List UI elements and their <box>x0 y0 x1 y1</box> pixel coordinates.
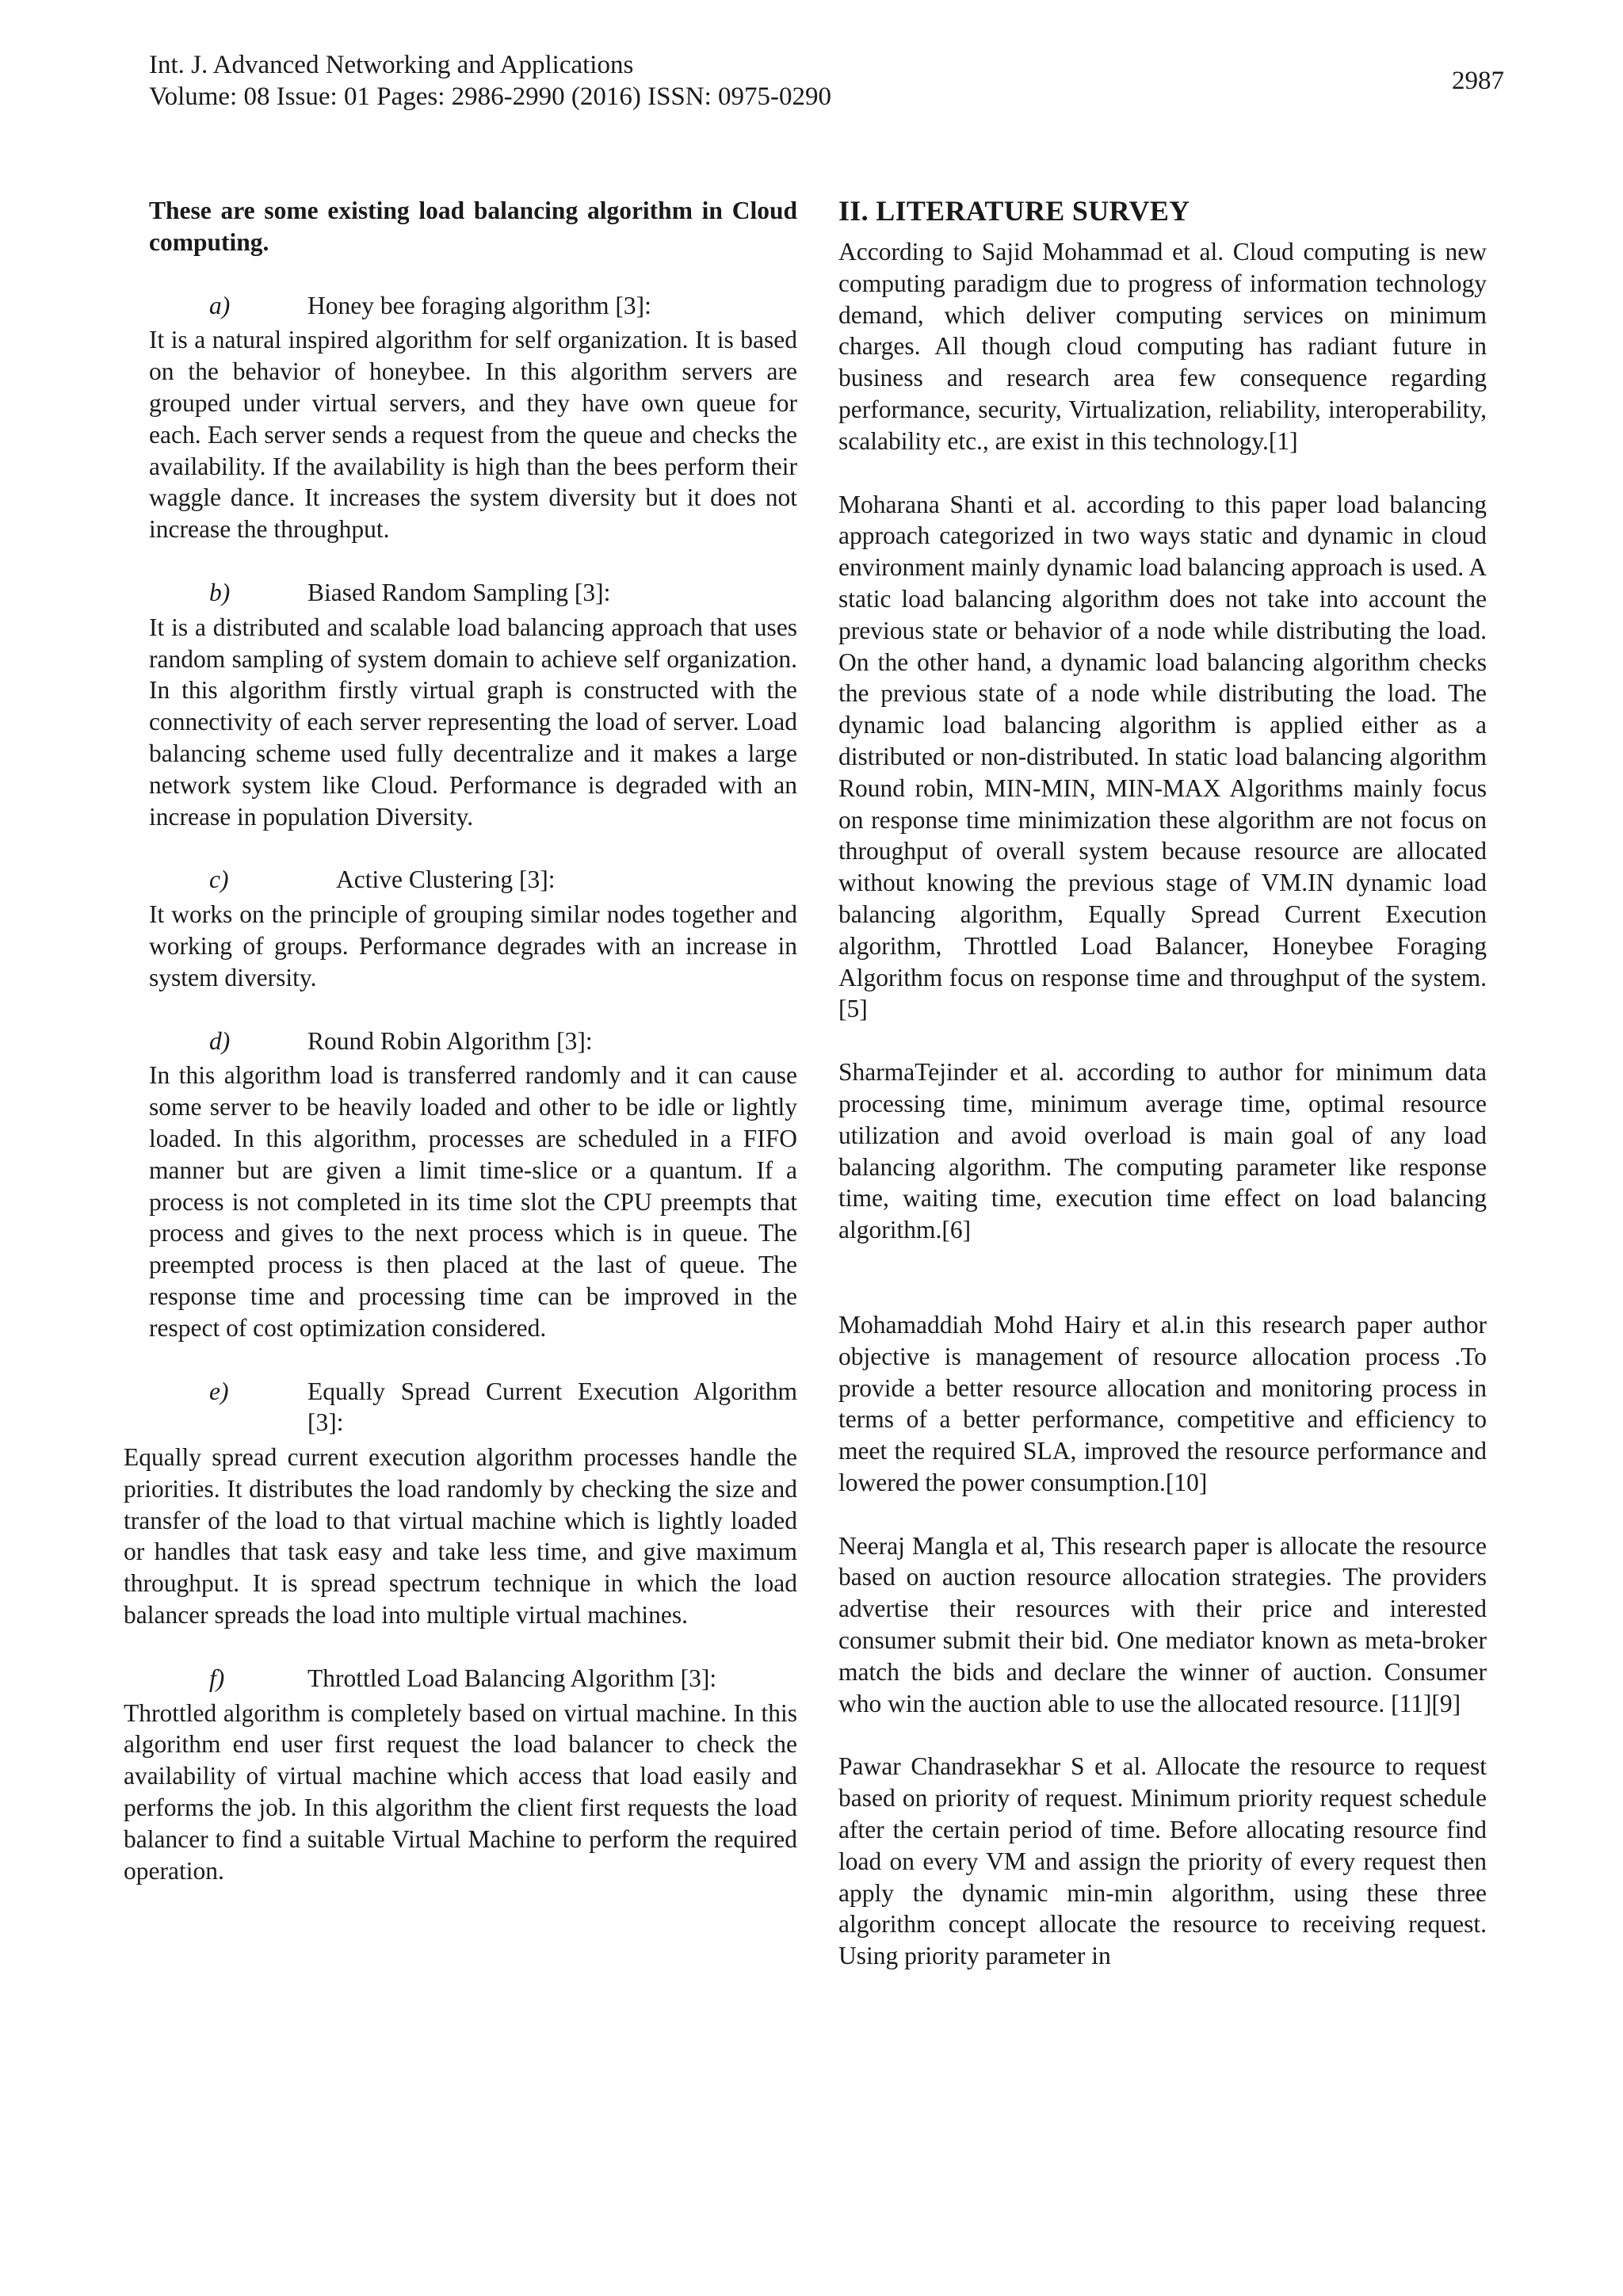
section-marker: a) <box>209 291 231 319</box>
section-heading-a <box>149 290 797 322</box>
section-title: Biased Random Sampling [3]: <box>307 578 611 606</box>
right-column <box>838 195 1487 1972</box>
survey-paragraph-2: Moharana Shanti et al. according to this paper load balancing approach categorized in two ways static and dynamic in cloud environment mainly dynamic load balancing approach is used. A static load balancing algorithm does not take into account the previous state or behavior of a node while distributing the load. On the other hand, a dynamic load balancing algorithm checks the previous state of a node while distributing the load. The dynamic load balancing algorithm is applied either as a distributed or non-distributed. In static load balancing algorithm Round robin, MIN-MIN, MIN-MAX Algorithms mainly focus on response time minimization these algorithm are not focus on throughput of overall system because resource are allocated without knowing the previous stage of VM.IN dynamic load balancing algorithm, Equally Spread Current Execution algorithm, Throttled Load Balancer, Honeybee Foraging Algorithm focus on response time and throughput of the system.[5] <box>838 490 1487 1023</box>
left-column <box>124 195 797 1886</box>
section-marker: e) <box>209 1377 229 1405</box>
survey-paragraph-3: SharmaTejinder et al. according to author for minimum data processing time, minimum average time, optimal resource utilization and avoid overload is main goal of any load balancing algorithm. The computing parameter like response time, waiting time, execution time effect on load balancing algorithm.[6] <box>838 1058 1487 1244</box>
section-marker: f) <box>209 1664 225 1692</box>
section-body-c: It works on the principle of grouping similar nodes together and working of groups. Performance degrades with an increase in system diversity. <box>149 900 797 991</box>
section-title: Active Clustering [3]: <box>336 865 556 894</box>
journal-volume-info: Volume: 08 Issue: 01 Pages: 2986-2990 (2016) ISSN: 0975-0290 <box>149 82 832 111</box>
section-heading-b <box>149 577 797 609</box>
section-body-e: Equally spread current execution algorithm processes handle the priorities. It distributes the load randomly by checking the size and transfer of the load to that virtual machine which is lightly loaded or handles that task easy and take less time, and give maximum throughput. It is spread spectrum technique in which the load balancer spreads the load into multiple virtual machines. <box>124 1443 797 1629</box>
section-title: Honey bee foraging algorithm [3]: <box>307 291 651 319</box>
survey-paragraph-4: Mohamaddiah Mohd Hairy et al.in this research paper author objective is management of resource allocation process .To provide a better resource allocation and monitoring process in terms of a better performance, competitive and efficiency to meet the required SLA, improved the resource performance and lowered the power consumption.[10] <box>838 1310 1487 1496</box>
section-heading-f <box>149 1663 797 1694</box>
section-title: Throttled Load Balancing Algorithm [3]: <box>307 1664 717 1692</box>
section-title: Equally Spread Current Execution Algorithm [3]: <box>307 1377 797 1437</box>
section-marker: c) <box>209 865 229 894</box>
journal-name: Int. J. Advanced Networking and Applications <box>149 51 634 79</box>
section-body-f: Throttled algorithm is completely based on virtual machine. In this algorithm end user first request the load balancer to check the availability of virtual machine which access that load easily and performs the job. In this algorithm the client first requests the load balancer to find a suitable Virtual Machine to perform the required operation. <box>124 1698 797 1885</box>
section-heading-d <box>149 1026 797 1057</box>
intro-text: These are some existing load balancing algorithm in Cloud computing. <box>149 197 797 256</box>
section-title: Round Robin Algorithm [3]: <box>307 1026 593 1055</box>
survey-paragraph-6: Pawar Chandrasekhar S et al. Allocate the resource to request based on priority of request. Minimum priority request schedule after the certain period of time. Before allocating resource find load on every VM and assign the priority of every request then apply the dynamic min-min algorithm, using these three algorithm concept allocate the resource to receiving request. Using priority parameter in <box>838 1752 1487 1970</box>
section-heading-e <box>149 1376 797 1439</box>
section-marker: b) <box>209 578 231 606</box>
survey-paragraph-1: According to Sajid Mohammad et al. Cloud computing is new computing paradigm due to progress of information technology demand, which deliver computing services on minimum charges. All though cloud computing has radiant future in business and research area few consequence regarding performance, security, Virtualization, reliability, interoperability, scalability etc., are exist in this technology.[1] <box>838 238 1487 455</box>
section-body-b: It is a distributed and scalable load balancing approach that uses random sampling of system domain to achieve self organization. In this algorithm firstly virtual graph is constructed with the connectivity of each server representing the load of server. Load balancing scheme used fully decentralize and it makes a large network system like Cloud. Performance is degraded with an increase in population Diversity. <box>149 613 797 831</box>
section-heading-c <box>149 864 797 896</box>
page-number: 2987 <box>1452 67 1504 95</box>
section-body-d: In this algorithm load is transferred randomly and it can cause some server to be heavily loaded and other to be idle or lightly loaded. In this algorithm, processes are scheduled in a FIFO manner but are given a limit time-slice or a quantum. If a process is not completed in its time slot the CPU preempts that process and gives to the next process which is in queue. The preempted process is then placed at the last of queue. The response time and processing time can be improved in the respect of cost optimization considered. <box>149 1061 797 1342</box>
survey-paragraph-5: Neeraj Mangla et al, This research paper is allocate the resource based on auction resource allocation strategies. The providers advertise their resources with their price and interested consumer submit their bid. One mediator known as meta-broker match the bids and declare the winner of auction. Consumer who win the auction able to use the allocated resource. [11][9] <box>838 1531 1487 1717</box>
section-marker: d) <box>209 1026 231 1055</box>
literature-survey-heading: II. LITERATURE SURVEY <box>838 195 1190 227</box>
section-body-a: It is a natural inspired algorithm for self organization. It is based on the behavior of honeybee. In this algorithm servers are grouped under virtual servers, and they have own queue for each. Each server sends a request from the queue and checks the availability. If the availability is high than the bees perform their waggle dance. It increases the system diversity but it does not increase the throughput. <box>149 326 797 544</box>
journal-header <box>149 49 1512 113</box>
